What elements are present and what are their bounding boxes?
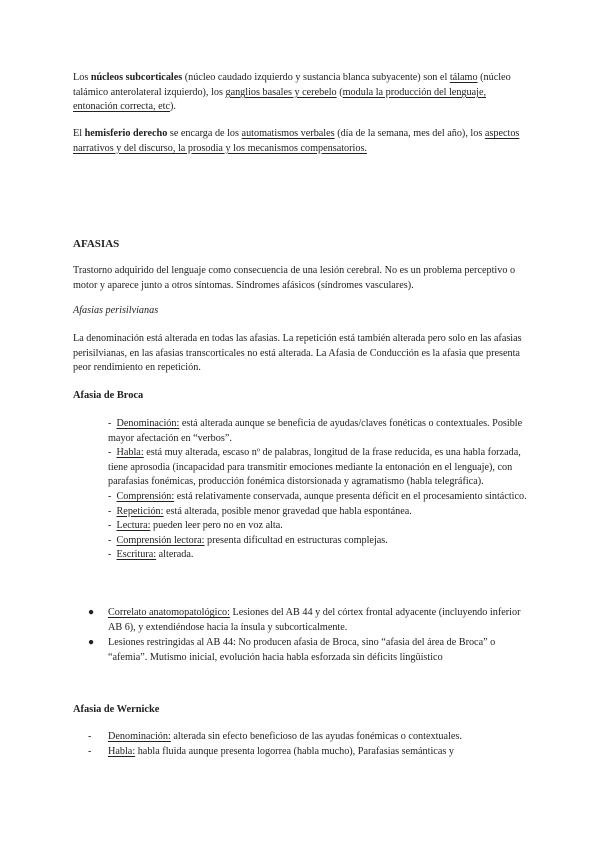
item-text: Lesiones restringidas al AB 44: No producen afasia de Broca, sino “afasia del área de Broca” o “afemia”. Mutismo inicial, evolución hacia habla esforzada sin déficits lingüístico — [108, 637, 496, 663]
item-label: Comprensión lectora: — [116, 534, 205, 546]
item-label: Comprensión: — [116, 490, 175, 502]
item-label: Correlato anatomopatológico: — [108, 607, 230, 618]
right-hemisphere-paragraph — [73, 127, 528, 156]
underlined-term: tálamo — [449, 72, 478, 83]
item-text: alterada. — [156, 549, 194, 561]
text-run: (día de la semana, mes del año), los — [334, 128, 485, 139]
dash-marker: - — [108, 418, 112, 429]
text-run: ( — [336, 86, 343, 98]
underlined-term: automatismos verbales — [241, 128, 335, 139]
underlined-term: ganglios basales y cerebelo — [225, 86, 337, 98]
heading-wernicke: Afasia de Wernicke — [73, 704, 160, 715]
text-run: Los — [73, 72, 91, 83]
dash-marker: - — [108, 520, 112, 532]
bullet-item — [88, 606, 528, 635]
list-item — [108, 519, 528, 534]
list-item — [108, 548, 528, 563]
item-label: Repetición: — [116, 505, 164, 517]
item-label: Denominación: — [116, 418, 180, 429]
list-item — [108, 505, 528, 520]
heading-broca: Afasia de Broca — [73, 390, 144, 401]
item-text: está alterada, posible menor gravedad que habla espontánea. — [163, 505, 412, 517]
item-text: Lesiones del AB 44 y del córtex frontal adyacente (incluyendo inferior AB 6), y extendiéndose hacia la ínsula y subcorticalmente. — [108, 607, 521, 633]
text-run: (núcleo caudado izquierdo y sustancia blanca subyacente) son el — [182, 72, 450, 83]
text-run: se encarga de los — [167, 128, 242, 139]
item-label: Habla: — [108, 746, 136, 757]
underlined-term: aspectos narrativos y del discurso, la prosodia y los mecanismos compensatorios. — [73, 128, 520, 154]
item-label: Lectura: — [116, 520, 151, 532]
list-item — [88, 730, 528, 745]
item-label: Habla: — [116, 447, 144, 459]
item-text: está alterada aunque se beneficia de ayudas/claves fonéticas o contextuales. Posible mayor afectación en “verbos”. — [108, 418, 523, 444]
broca-feature-list — [108, 417, 528, 563]
list-item — [108, 534, 528, 549]
dash-marker: - — [108, 447, 112, 459]
dash-marker: - — [88, 731, 92, 742]
section-heading-afasias: AFASIAS — [73, 238, 120, 250]
underlined-term: modula la producción del lenguaje, entonación correcta, etc — [73, 86, 487, 113]
item-label: Denominación: — [108, 731, 171, 742]
dash-marker: - — [108, 505, 112, 517]
list-item — [108, 490, 528, 505]
bold-term: hemisferio derecho — [84, 128, 168, 139]
item-text: presenta dificultad en estructuras complejas. — [204, 534, 388, 546]
dash-marker: - — [108, 549, 112, 561]
text-run: El — [73, 128, 85, 139]
dash-marker: - — [108, 534, 112, 546]
bold-term: núcleos subcorticales — [90, 72, 183, 83]
item-text: habla fluida aunque presenta logorrea (habla mucho), Parafasias semánticas y — [135, 746, 454, 757]
bullet-item — [88, 636, 528, 665]
list-item — [108, 446, 528, 490]
list-item — [88, 745, 528, 760]
item-text: pueden leer pero no en voz alta. — [150, 520, 283, 532]
item-text: está relativamente conservada, aunque presenta déficit en el procesamiento sintáctico. — [174, 490, 527, 502]
bullet-marker: ● — [88, 607, 95, 618]
dash-marker: - — [108, 490, 112, 502]
dash-marker: - — [88, 746, 92, 757]
afasias-intro-paragraph: La denominación está alterada en todas las afasias. La repetición está también alterada pero solo en las afasias perisilvianas, en las afasias transcorticales no está alterada. La Afasia de Conducción es la afasia que presenta peor rendimiento en repetición. — [73, 333, 522, 374]
item-text: alterada sin efecto beneficioso de las ayudas fonémicas o contextuales. — [170, 731, 462, 742]
subcortical-paragraph — [73, 71, 528, 115]
item-text: está muy alterada, escaso nº de palabras, longitud de la frase reducida, es una habla forzada, tiene aprosodia (incapacidad para transmitir emociones mediante la entonación en el lenguaje), con parafasias fonémicas, producción fonémica distorsionada y agramatismo (habla telegráfica). — [108, 447, 521, 488]
bullet-marker: ● — [88, 637, 95, 648]
subheading-perisilvianas: Afasias perisilvianas — [73, 305, 159, 316]
item-label: Escritura: — [116, 549, 157, 561]
text-run: (núcleo talámico anterolateral izquierdo), los — [73, 72, 511, 98]
text-run: ). — [170, 101, 176, 113]
list-item — [108, 417, 528, 446]
afasias-definition: Trastorno adquirido del lenguaje como consecuencia de una lesión cerebral. No es un problema perceptivo o motor y aparece junto a otros síntomas. Síndromes afásicos (síndromes vasculares). — [73, 265, 516, 291]
